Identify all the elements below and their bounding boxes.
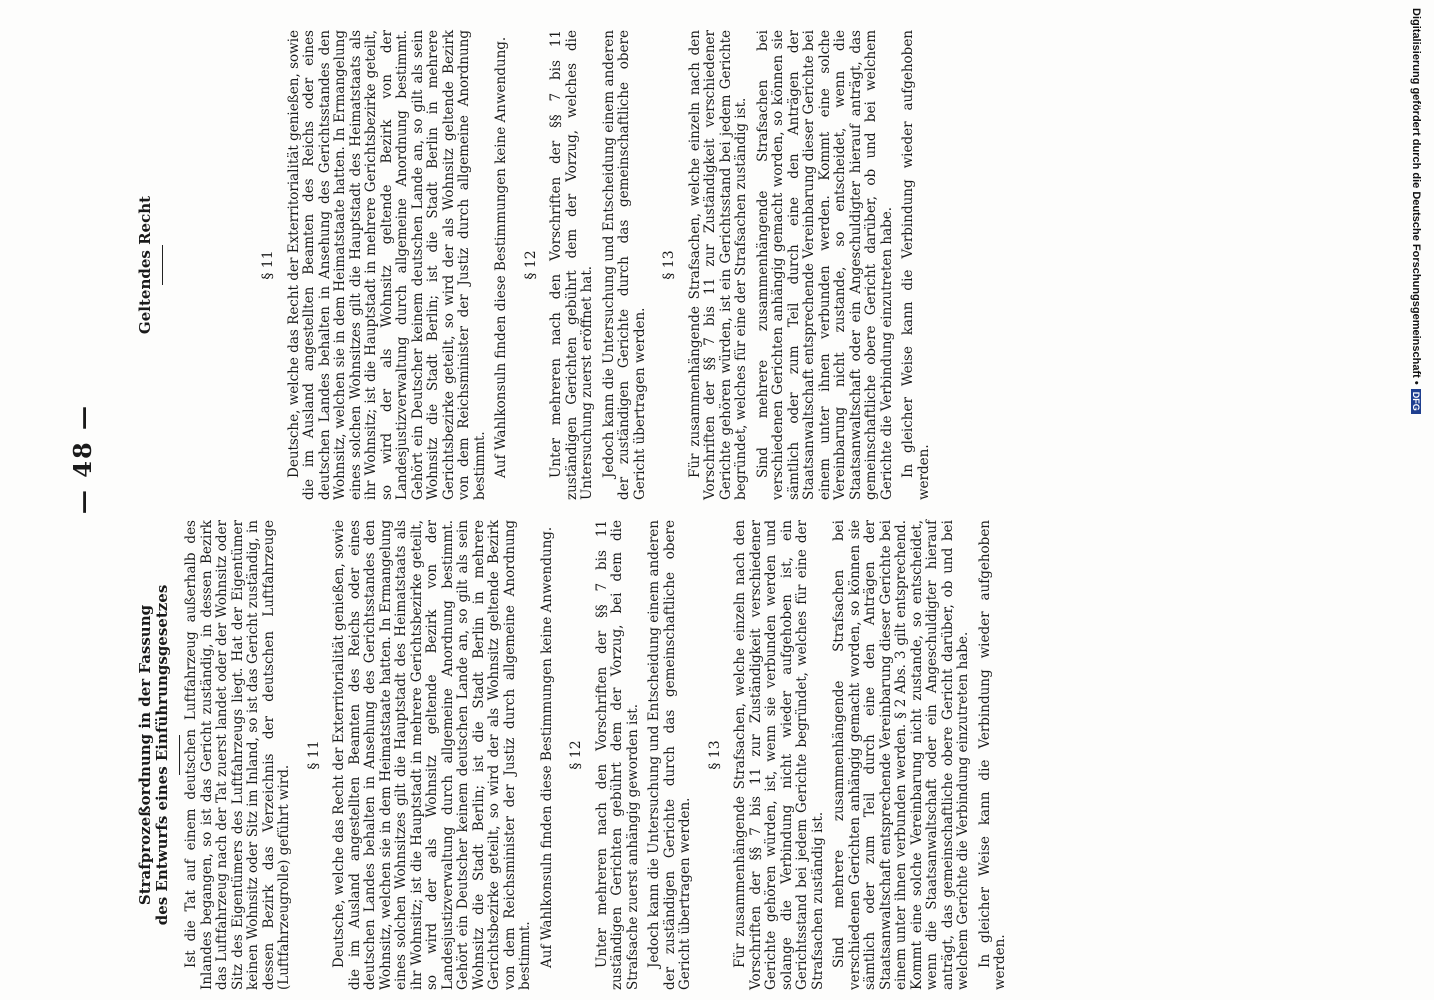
right-column (137, 30, 1217, 500)
spacer (167, 30, 247, 500)
heading-rule (179, 735, 180, 775)
left-section-12-paragraph-1: Unter mehreren nach den Vorschriften der §§ 7 bis 11 zuständigen Gerichten gebührt dem der Vorzug, bei dem die Strafsache zuerst anhängig geworden ist. (593, 520, 641, 990)
right-section-11-title: § 11 (260, 250, 276, 280)
left-section-11-paragraph-2: Auf Wahlkonsuln finden diese Bestimmungen keine Anwendung. (538, 526, 555, 968)
left-section-13-paragraph-1: Für zusammenhängende Strafsachen, welche einzeln nach den Vorschriften der §§ 7 bis 11 zur Zuständigkeit verschiedener Gerichte gehören würden, ist, wenn sie verbunden werden und solange die Verbindung nicht wieder aufgehoben ist, ein Gerichtsstand bei jedem Gerichte begründet, welches für eine der Strafsachen zuständig ist. (732, 520, 826, 990)
page-number: — 48 — (68, 404, 97, 515)
heading-rule (162, 245, 163, 285)
right-section-13-paragraph-3: In gleicher Weise kann die Verbindung wieder aufgehoben werden. (900, 30, 932, 500)
right-section-11-paragraph-1: Deutsche, welche das Recht der Exterritorialität genießen, sowie die im Ausland angestellten Beamten des Reichs oder eines deutschen Landes behalten in Ansehung des Gerichtsstandes den Wohnsitz, welchen sie in dem Heimatstaate hatten. In Ermangelung eines solchen Wohnsitzes gilt die Hauptstadt des Heimatstaats als ihr Wohnsitz; ist die Hauptstadt in mehrere Gerichtsbezirke geteilt, so wird der als Wohnsitz geltende Bezirk von der Landesjustizverwaltung durch allgemeine Anordnung bestimmt. Gehört ein Deutscher keinem deutschen Lande an, so gilt als sein Wohnsitz die Stadt Berlin; ist die Stadt Berlin in mehrere Gerichtsbezirke geteilt, so wird der als Wohnsitz geltende Bezirk von dem Reichsminister der Justiz durch allgemeine Anordnung bestimmt. (285, 30, 488, 500)
left-column (137, 520, 1217, 990)
right-section-11-paragraph-2: Auf Wahlkonsuln finden diese Bestimmungen keine Anwendung. (493, 36, 509, 478)
dfg-badge: DFG (1411, 389, 1421, 414)
right-heading (137, 30, 163, 500)
right-section-12-paragraph-1: Unter mehreren nach den Vorschriften der §§ 7 bis 11 zuständigen Gerichten gebührt dem der Vorzug, welches die Untersuchung zuerst eröffnet hat. (548, 30, 595, 500)
right-heading-text: Geltendes Recht (136, 195, 154, 335)
left-heading (137, 520, 180, 990)
digitization-note (1406, 8, 1422, 998)
left-heading-line1: Strafprozeßordnung in der Fassung (136, 604, 154, 906)
right-section-13-paragraph-1: Für zusammenhängende Strafsachen, welche einzeln nach den Vorschriften der §§ 7 bis 11 zur Zuständigkeit verschiedener Gerichte gehören würden, ist ein Gerichtsstand bei jedem Gerichte begründet, welches für eine der Strafsachen zuständig ist. (686, 30, 749, 500)
left-section-11-paragraph-1: Deutsche, welche das Recht der Exterritorialität genießen, sowie die im Ausland angestellten Beamten des Reichs oder eines deutschen Landes behalten in Ansehung des Gerichtsstandes den Wohnsitz, welchen sie in dem Heimatstaate hatten. In Ermangelung eines solchen Wohnsitzes gilt die Hauptstadt des Heimatstaats als ihr Wohnsitz; ist die Hauptstadt in mehrere Gerichtsbezirke geteilt, so wird der als Wohnsitz geltende Bezirk von der Landesjustizverwaltung durch allgemeine Anordnung bestimmt. Gehört ein Deutscher keinem deutschen Lande an, so gilt als sein Wohnsitz die Stadt Berlin; ist die Stadt Berlin in mehrere Gerichtsbezirke geteilt, so wird der als Wohnsitz geltende Bezirk von dem Reichsminister der Justiz durch allgemeine Anordnung bestimmt. (331, 520, 533, 990)
right-section-12-paragraph-2: Jedoch kann die Untersuchung und Entscheidung einem anderen der zuständigen Gerichte durch das gemeinschaftliche obere Gericht übertragen werden. (600, 30, 648, 500)
left-section-12-title: § 12 (568, 740, 584, 770)
digitization-note-text: Digitalisierung gefördert durch die Deutsche Forschungsgemeinschaft • (1410, 8, 1422, 385)
left-heading-line2: des Entwurfs eines Einführungsgesetzes (153, 584, 171, 926)
left-section-13-paragraph-3: In gleicher Weise kann die Verbindung wieder aufgehoben werden. (976, 520, 1008, 990)
left-section-12-paragraph-2: Jedoch kann die Untersuchung und Entscheidung einem anderen der zuständigen Gerichte durch das gemeinschaftliche obere Gericht übertragen werden. (646, 520, 693, 990)
left-intro-paragraph: Ist die Tat auf einem deutschen Luftfahrzeug außerhalb des Inlandes begangen, so ist das Gericht zuständig, in dessen Bezirk das Luftfahrzeug nach der Tat zuerst landet oder der Wohnsitz oder Sitz des Eigentümers des Luftfahrzeugs liegt. Hat der Eigentümer keinen Wohnsitz oder Sitz im Inland, so ist das Gericht zuständig, in dessen Bezirk das Verzeichnis der deutschen Luftfahrzeuge (Luftfahrzeugrolle) geführt wird. (183, 520, 292, 990)
right-section-13-title: § 13 (661, 250, 677, 280)
left-section-13-title: § 13 (706, 740, 723, 770)
left-section-11-title: § 11 (305, 740, 322, 770)
right-section-12-title: § 12 (522, 250, 539, 280)
right-section-13-paragraph-2: Sind mehrere zusammenhängende Strafsachen bei verschiedenen Gerichten anhängig gemacht worden, so können sie sämtlich oder zum Teil durch eine den Anträgen der Staatsanwaltschaft entsprechende Vereinbarung dieser Gerichte bei einem unter ihnen verbunden werden. Kommt eine solche Vereinbarung nicht zustande, so entscheidet, wenn die Staatsanwaltschaft oder ein Angeschuldigter hierauf anträgt, das gemeinschaftliche obere Gericht darüber, ob und bei welchem Gerichte die Verbindung einzutreten habe. (754, 30, 895, 500)
left-section-13-paragraph-2: Sind mehrere zusammenhängende Strafsachen bei verschiedenen Gerichten anhängig gemacht worden, so können sie sämtlich oder zum Teil durch eine den Anträgen der Staatsanwaltschaft entsprechende Vereinbarung dieser Gerichte bei einem unter ihnen verbunden werden. § 2 Abs. 3 gilt entsprechend. Kommt eine solche Vereinbarung nicht zustande, so entscheidet, wenn die Staatsanwaltschaft oder ein Angeschuldigter hierauf anträgt, das gemeinschaftliche obere Gericht darüber, ob und bei welchem Gerichte die Verbindung einzutreten habe. (831, 520, 971, 990)
